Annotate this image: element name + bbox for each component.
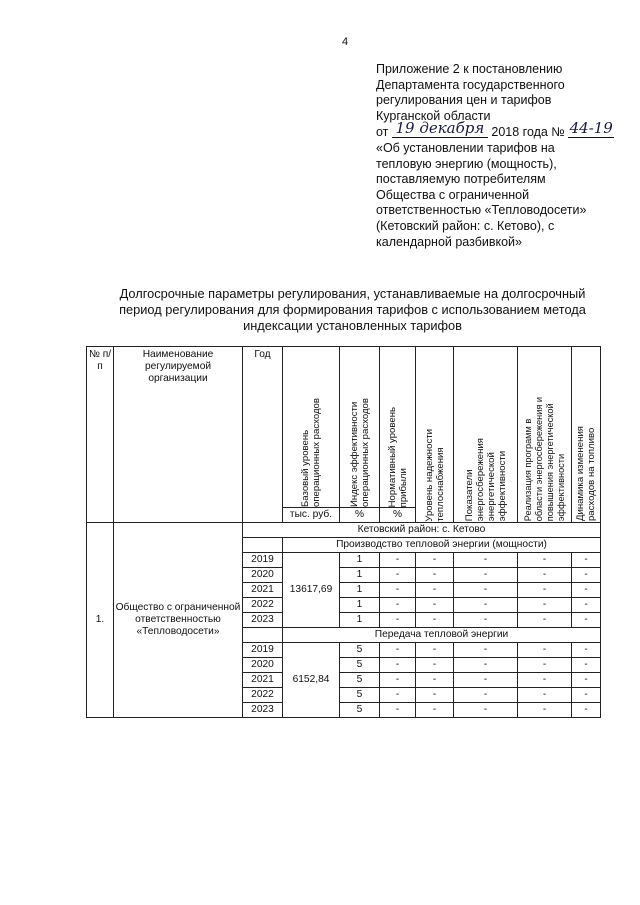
- organization-cell: Общество с ограниченной ответственностью «Тепловодосети»: [114, 523, 243, 718]
- annex-line: Приложение 2 к постановлению: [376, 62, 563, 76]
- energy-cell: -: [454, 643, 518, 658]
- header-energy: [454, 347, 518, 523]
- handwritten-number: 44-19: [569, 119, 613, 138]
- reliability-cell: -: [416, 598, 454, 613]
- programs-cell: -: [518, 673, 572, 688]
- profit-cell: -: [380, 568, 416, 583]
- energy-cell: -: [454, 658, 518, 673]
- index-cell: 5: [340, 658, 380, 673]
- annex-line: Департамента государственного: [376, 77, 565, 92]
- header-org: Наименование регулируемой организации: [114, 347, 243, 523]
- profit-cell: -: [380, 643, 416, 658]
- date-prefix: от: [376, 125, 389, 140]
- annex-subject-line: «Об установлении тарифов на: [376, 140, 555, 155]
- reliability-cell: -: [416, 703, 454, 718]
- profit-cell: -: [380, 613, 416, 628]
- fuel-cell: -: [572, 568, 601, 583]
- index-cell: 1: [340, 568, 380, 583]
- header-profit: [380, 347, 416, 508]
- reliability-cell: -: [416, 568, 454, 583]
- energy-cell: -: [454, 688, 518, 703]
- annex-subject-line: тепловую энергию (мощность),: [376, 156, 557, 171]
- reliability-cell: -: [416, 673, 454, 688]
- programs-cell: -: [518, 583, 572, 598]
- base-level-cell: 13617,69: [283, 553, 340, 628]
- year-cell: 2023: [243, 703, 283, 718]
- programs-cell: -: [518, 643, 572, 658]
- header-index-text: Индекс эффективности операционных расходов: [348, 398, 371, 507]
- fuel-cell: -: [572, 583, 601, 598]
- header-programs-text: Реализация программ в области энергосбережения и повышения энергетической эффективности: [522, 397, 566, 522]
- energy-cell: -: [454, 673, 518, 688]
- handwritten-date: 19 декабря: [392, 121, 488, 138]
- header-year: Год: [243, 347, 283, 523]
- header-num: № п/п: [87, 347, 114, 523]
- reliability-cell: -: [416, 583, 454, 598]
- annex-block: [376, 62, 626, 250]
- index-cell: 5: [340, 643, 380, 658]
- profit-cell: -: [380, 658, 416, 673]
- profit-cell: -: [380, 688, 416, 703]
- document-title: [80, 286, 625, 334]
- reliability-cell: -: [416, 553, 454, 568]
- fuel-cell: -: [572, 673, 601, 688]
- year-cell: 2020: [243, 568, 283, 583]
- fuel-cell: -: [572, 598, 601, 613]
- header-reliability: [416, 347, 454, 523]
- index-cell: 5: [340, 688, 380, 703]
- title-line: Долгосрочные параметры регулирования, устанавливаемые на долгосрочный: [119, 286, 586, 301]
- parameters-table: [86, 346, 601, 718]
- year-cell: 2020: [243, 658, 283, 673]
- year-cell: 2022: [243, 598, 283, 613]
- annex-date-line: [376, 119, 626, 141]
- index-cell: 1: [340, 553, 380, 568]
- index-cell: 5: [340, 673, 380, 688]
- programs-cell: -: [518, 553, 572, 568]
- index-cell: 1: [340, 583, 380, 598]
- header-index: [340, 347, 380, 508]
- header-fuel-text: Динамика изменения расходов на топливо: [575, 426, 597, 522]
- header-fuel: [572, 347, 601, 523]
- header-energy-text: Показатели энергосбережения энергетической эффективности: [463, 438, 508, 522]
- programs-cell: -: [518, 613, 572, 628]
- annex-subject-line: календарной разбивкой»: [376, 234, 522, 249]
- index-cell: 1: [340, 613, 380, 628]
- title-line: индексации установленных тарифов: [243, 318, 462, 333]
- header-base: [283, 347, 340, 508]
- header-programs: [518, 347, 572, 523]
- year-cell: 2021: [243, 583, 283, 598]
- energy-cell: -: [454, 583, 518, 598]
- annex-subject-line: Общества с ограниченной: [376, 187, 530, 202]
- row-number-cell: 1.: [87, 523, 114, 718]
- unit-base: тыс. руб.: [283, 508, 340, 523]
- reliability-cell: -: [416, 688, 454, 703]
- header-reliability-text: Уровень надежности теплоснабжения: [423, 428, 446, 522]
- fuel-cell: -: [572, 688, 601, 703]
- energy-cell: -: [454, 553, 518, 568]
- annex-line: регулирования цен и тарифов: [376, 93, 552, 108]
- year-cell: 2022: [243, 688, 283, 703]
- energy-cell: -: [454, 703, 518, 718]
- unit-index: %: [340, 508, 380, 523]
- date-year: 2018 года №: [491, 125, 565, 140]
- section-spacer-cell: [243, 538, 283, 553]
- profit-cell: -: [380, 598, 416, 613]
- location-row: [87, 523, 601, 538]
- header-base-text: Базовый уровень операционных расходов: [300, 398, 322, 507]
- annex-line: Курганской области: [376, 108, 491, 123]
- title-line: период регулирования для формирования тарифов с использованием метода: [119, 302, 586, 317]
- year-cell: 2019: [243, 643, 283, 658]
- year-cell: 2021: [243, 673, 283, 688]
- profit-cell: -: [380, 673, 416, 688]
- programs-cell: -: [518, 568, 572, 583]
- energy-cell: -: [454, 598, 518, 613]
- fuel-cell: -: [572, 658, 601, 673]
- year-cell: 2019: [243, 553, 283, 568]
- header-row: [87, 347, 601, 508]
- fuel-cell: -: [572, 613, 601, 628]
- section-name-cell: Передача тепловой энергии: [283, 628, 601, 643]
- fuel-cell: -: [572, 703, 601, 718]
- fuel-cell: -: [572, 553, 601, 568]
- energy-cell: -: [454, 613, 518, 628]
- page-number: 4: [342, 36, 349, 48]
- programs-cell: -: [518, 658, 572, 673]
- reliability-cell: -: [416, 613, 454, 628]
- index-cell: 1: [340, 598, 380, 613]
- profit-cell: -: [380, 583, 416, 598]
- header-profit-text: Нормативный уровень прибыли: [386, 406, 409, 507]
- programs-cell: -: [518, 598, 572, 613]
- annex-subject-line: (Кетовский район: с. Кетово), с: [376, 218, 555, 233]
- reliability-cell: -: [416, 658, 454, 673]
- energy-cell: -: [454, 568, 518, 583]
- year-cell: 2023: [243, 613, 283, 628]
- base-level-cell: 6152,84: [283, 643, 340, 718]
- annex-subject-line: ответственностью «Тепловодосети»: [376, 203, 587, 218]
- unit-profit: %: [380, 508, 416, 523]
- annex-subject-line: поставляемую потребителям: [376, 172, 546, 187]
- profit-cell: -: [380, 553, 416, 568]
- profit-cell: -: [380, 703, 416, 718]
- reliability-cell: -: [416, 643, 454, 658]
- programs-cell: -: [518, 688, 572, 703]
- section-spacer-cell: [243, 628, 283, 643]
- location-cell: Кетовский район: с. Кетово: [243, 523, 601, 538]
- programs-cell: -: [518, 703, 572, 718]
- section-name-cell: Производство тепловой энергии (мощности): [283, 538, 601, 553]
- index-cell: 5: [340, 703, 380, 718]
- fuel-cell: -: [572, 643, 601, 658]
